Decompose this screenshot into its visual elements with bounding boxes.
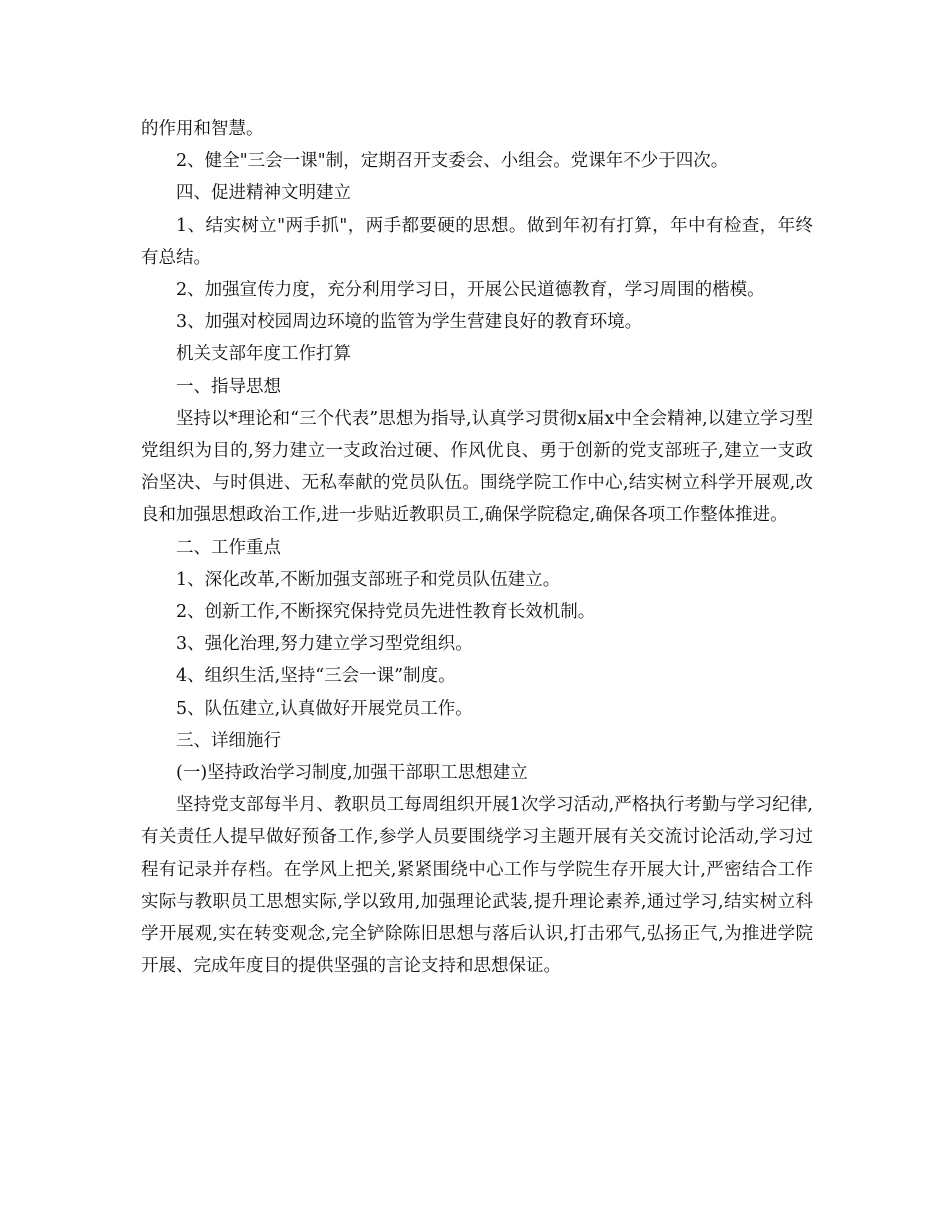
document-title: 机关支部年度工作打算 bbox=[176, 344, 351, 365]
document-page bbox=[141, 113, 813, 982]
section-heading: 二、工作重点 bbox=[176, 537, 281, 558]
list-item: 2、创新工作,不断探究保持党员先进性教育长效机制。 bbox=[176, 602, 596, 623]
section-heading: 三、详细施行 bbox=[176, 730, 281, 751]
list-item: 5、队伍建立,认真做好开展党员工作。 bbox=[176, 698, 473, 719]
paragraph: 1、结实树立"两手抓"，两手都要硬的思想。做到年初有打算，年中有检查，年终有总结。 bbox=[141, 215, 813, 268]
paragraph: 2、加强宣传力度，充分利用学习日，开展公民道德教育，学习周围的楷模。 bbox=[176, 280, 765, 301]
subsection-heading: (一)坚持政治学习制度,加强干部职工思想建立 bbox=[176, 763, 528, 784]
paragraph: 3、加强对校园周边环境的监管为学生营建良好的教育环境。 bbox=[176, 312, 643, 333]
paragraph: 坚持以*理论和“三个代表”思想为指导,认真学习贯彻x届x中全会精神,以建立学习型党组织为目的,努力建立一支政治过硬、作风优良、勇于创新的党支部班子,建立一支政治坚决、与时俱进、无私奉献的党员队伍。围绕学院工作中心,结实树立科学开展观,改良和加强思想政治工作,进一步贴近教职员工,确保学院稳定,确保各项工作整体推进。 bbox=[141, 408, 813, 526]
list-item: 3、强化治理,努力建立学习型党组织。 bbox=[176, 634, 473, 655]
paragraph: 2、健全"三会一课"制，定期召开支委会、小组会。党课年不少于四次。 bbox=[176, 151, 729, 172]
section-heading: 四、促进精神文明建立 bbox=[176, 183, 351, 204]
list-item: 4、组织生活,坚持“三会一课”制度。 bbox=[176, 666, 456, 687]
paragraph: 的作用和智慧。 bbox=[141, 119, 264, 139]
list-item: 1、深化改革,不断加强支部班子和党员队伍建立。 bbox=[176, 569, 561, 590]
section-heading: 一、指导思想 bbox=[176, 376, 281, 397]
paragraph: 坚持党支部每半月、教职员工每周组织开展1次学习活动,严格执行考勤与学习纪律,有关责任人提早做好预备工作,参学人员要围绕学习主题开展有关交流讨论活动,学习过程有记录并存档。在学风上把关,紧紧围绕中心工作与学院生存开展大计,严密结合工作实际与教职员工思想实际,学以致用,加强理论武装,提升理论素养,通过学习,结实树立科学开展观,实在转变观念,完全铲除陈旧思想与落后认识,打击邪气,弘扬正气,为推进学院开展、完成年度目的提供坚强的言论支持和思想保证。 bbox=[141, 795, 813, 977]
